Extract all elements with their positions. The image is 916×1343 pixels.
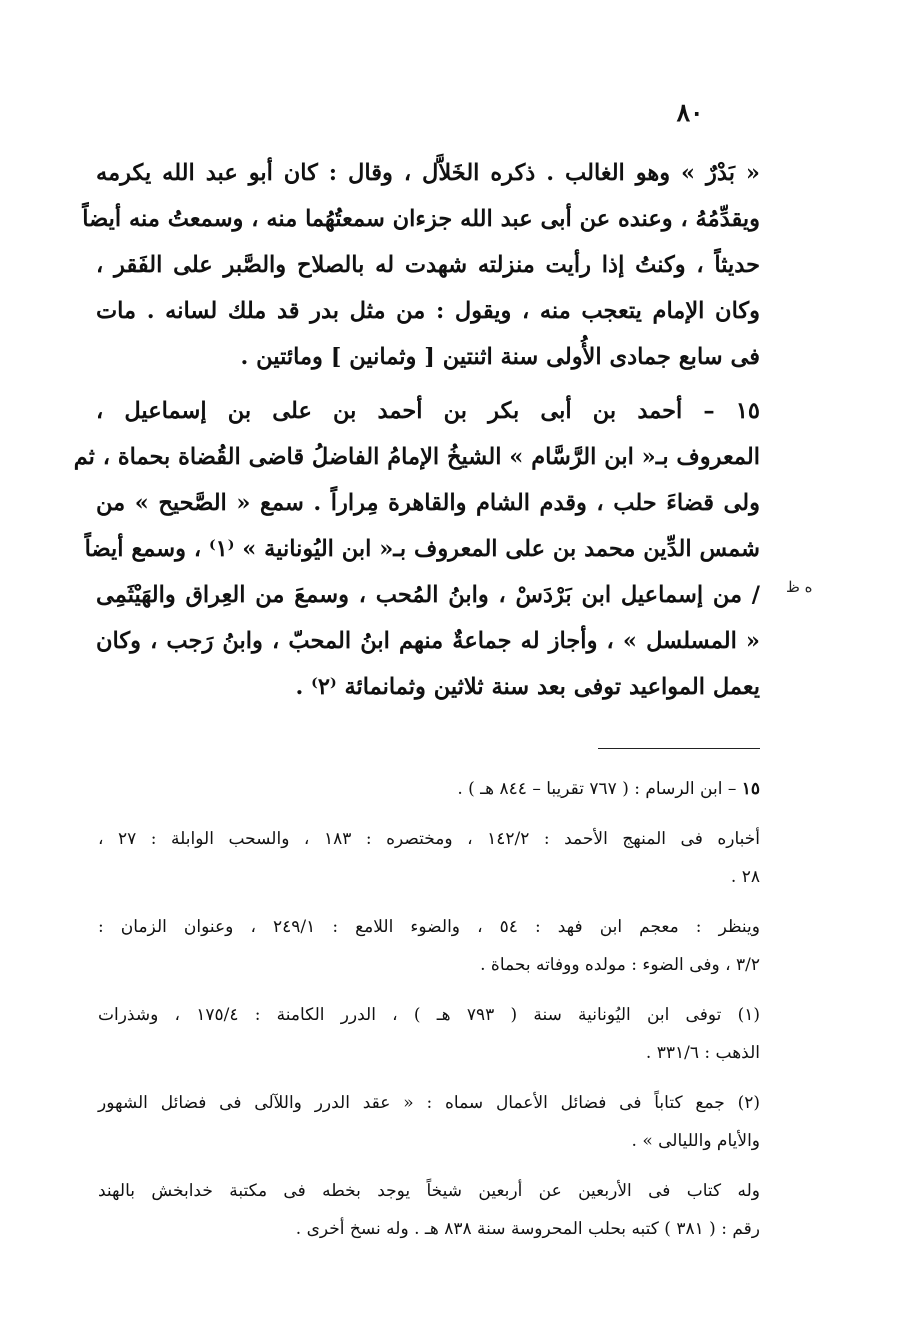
footnote-line: ٣/٢ ، وفى الضوء : مولده ووفاته بحماة . [480, 955, 760, 975]
paragraph-ibn-al-rassam [73, 388, 760, 710]
footnotes [98, 770, 760, 1248]
page-number: ٨٠ [676, 98, 704, 127]
footnote-entry-number: ١٥ [741, 779, 760, 799]
entry-heading-line [96, 388, 760, 434]
paragraph-badr [82, 150, 760, 380]
footnote-2-extra-line: رقم : ( ٣٨١ ) كتبه بحلب المحروسة سنة ٨٣٨ هـ . وله نسخ أخرى . [295, 1219, 760, 1239]
footnote-2-extra-line: وله كتاب فى الأربعين عن أربعين شيخاً يوجد بخطه فى مكتبة خدابخش بالهند [98, 1181, 760, 1201]
footnote-1-line: الذهب : ٣٣١/٦ . [645, 1043, 760, 1063]
text-line: « المسلسل » ، وأجاز له جماعةٌ منهم ابنُ المحبّ ، وابنُ رَجب ، وكان [96, 628, 760, 654]
text-line: / من إسماعيل ابن بَرْدَسْ ، وابنُ المُحب ، وسمعَ من العِراق والهَيْثَمِى [96, 582, 760, 608]
text-line: شمس الدِّين محمد بن على المعروف بـ« ابن اليُونانية » ⁽١⁾ ، وسمع أيضاً [84, 536, 760, 562]
text-line: فى سابع جمادى الأُولى سنة اثنتين [ وثمانين ] ومائتين . [240, 344, 760, 370]
footnote-2-line: (٢) جمع كتاباً فى فضائل الأعمال سماه : « عقد الدرر واللآلى فى فضائل الشهور [98, 1093, 760, 1113]
text-line: حديثاً ، وكنتُ إذا رأيت منزلته شهدت له بالصلاح والصَّبر على الفَقر ، [96, 252, 760, 278]
entry-heading-text: – أحمد بن أبى بكر بن أحمد بن على بن إسماعيل ، [96, 398, 715, 424]
footnote-line: أخباره فى المنهج الأحمد : ١٤٢/٢ ، ومختصره : ١٨٣ ، والسحب الوابلة : ٢٧ ، [98, 829, 760, 849]
text-line: ولى قضاءَ حلب ، وقدم الشام والقاهرة مِراراً . سمع « الصَّحيح » من [96, 490, 760, 516]
footnote-line: وينظر : معجم ابن فهد : ٥٤ ، والضوء اللامع : ٢٤٩/١ ، وعنوان الزمان : [98, 917, 760, 937]
footnote-separator [598, 748, 760, 749]
entry-number: ١٥ [735, 398, 760, 424]
footnote-2-line: والأيام والليالى » . [631, 1131, 760, 1151]
text-line: ويقدِّمُهُ ، وعنده عن أبى عبد الله جزءان سمعتُهُما منه ، وسمعتُ منه أيضاً [82, 206, 760, 232]
margin-folio-note: ه ظ [786, 578, 813, 596]
footnote-entry-15 [98, 770, 760, 808]
text-line: وكان الإمام يتعجب منه ، ويقول : من مثل بدر قد ملك لسانه . مات [96, 298, 760, 324]
footnote-line: ٢٨ . [730, 867, 760, 887]
footnote-entry-text: – ابن الرسام : ( ٧٦٧ تقريبا – ٨٤٤ هـ ) . [457, 779, 737, 799]
text-line: « بَدْرٌ » وهو الغالب . ذكره الخَلاَّل ، وقال : كان أبو عبد الله يكرمه [96, 160, 760, 186]
text-line: يعمل المواعيد توفى بعد سنة ثلاثين وثمانمائة ⁽٢⁾ . [295, 674, 760, 700]
text-line: المعروف بـ« ابن الرَّسَّام » الشيخُ الإمامُ الفاضلُ قاضى القُضاة بحماة ، ثم [73, 444, 760, 470]
main-text [73, 150, 760, 710]
footnote-1-line: (١) توفى ابن اليُونانية سنة ( ٧٩٣ هـ ) ، الدرر الكامنة : ١٧٥/٤ ، وشذرات [98, 1005, 760, 1025]
